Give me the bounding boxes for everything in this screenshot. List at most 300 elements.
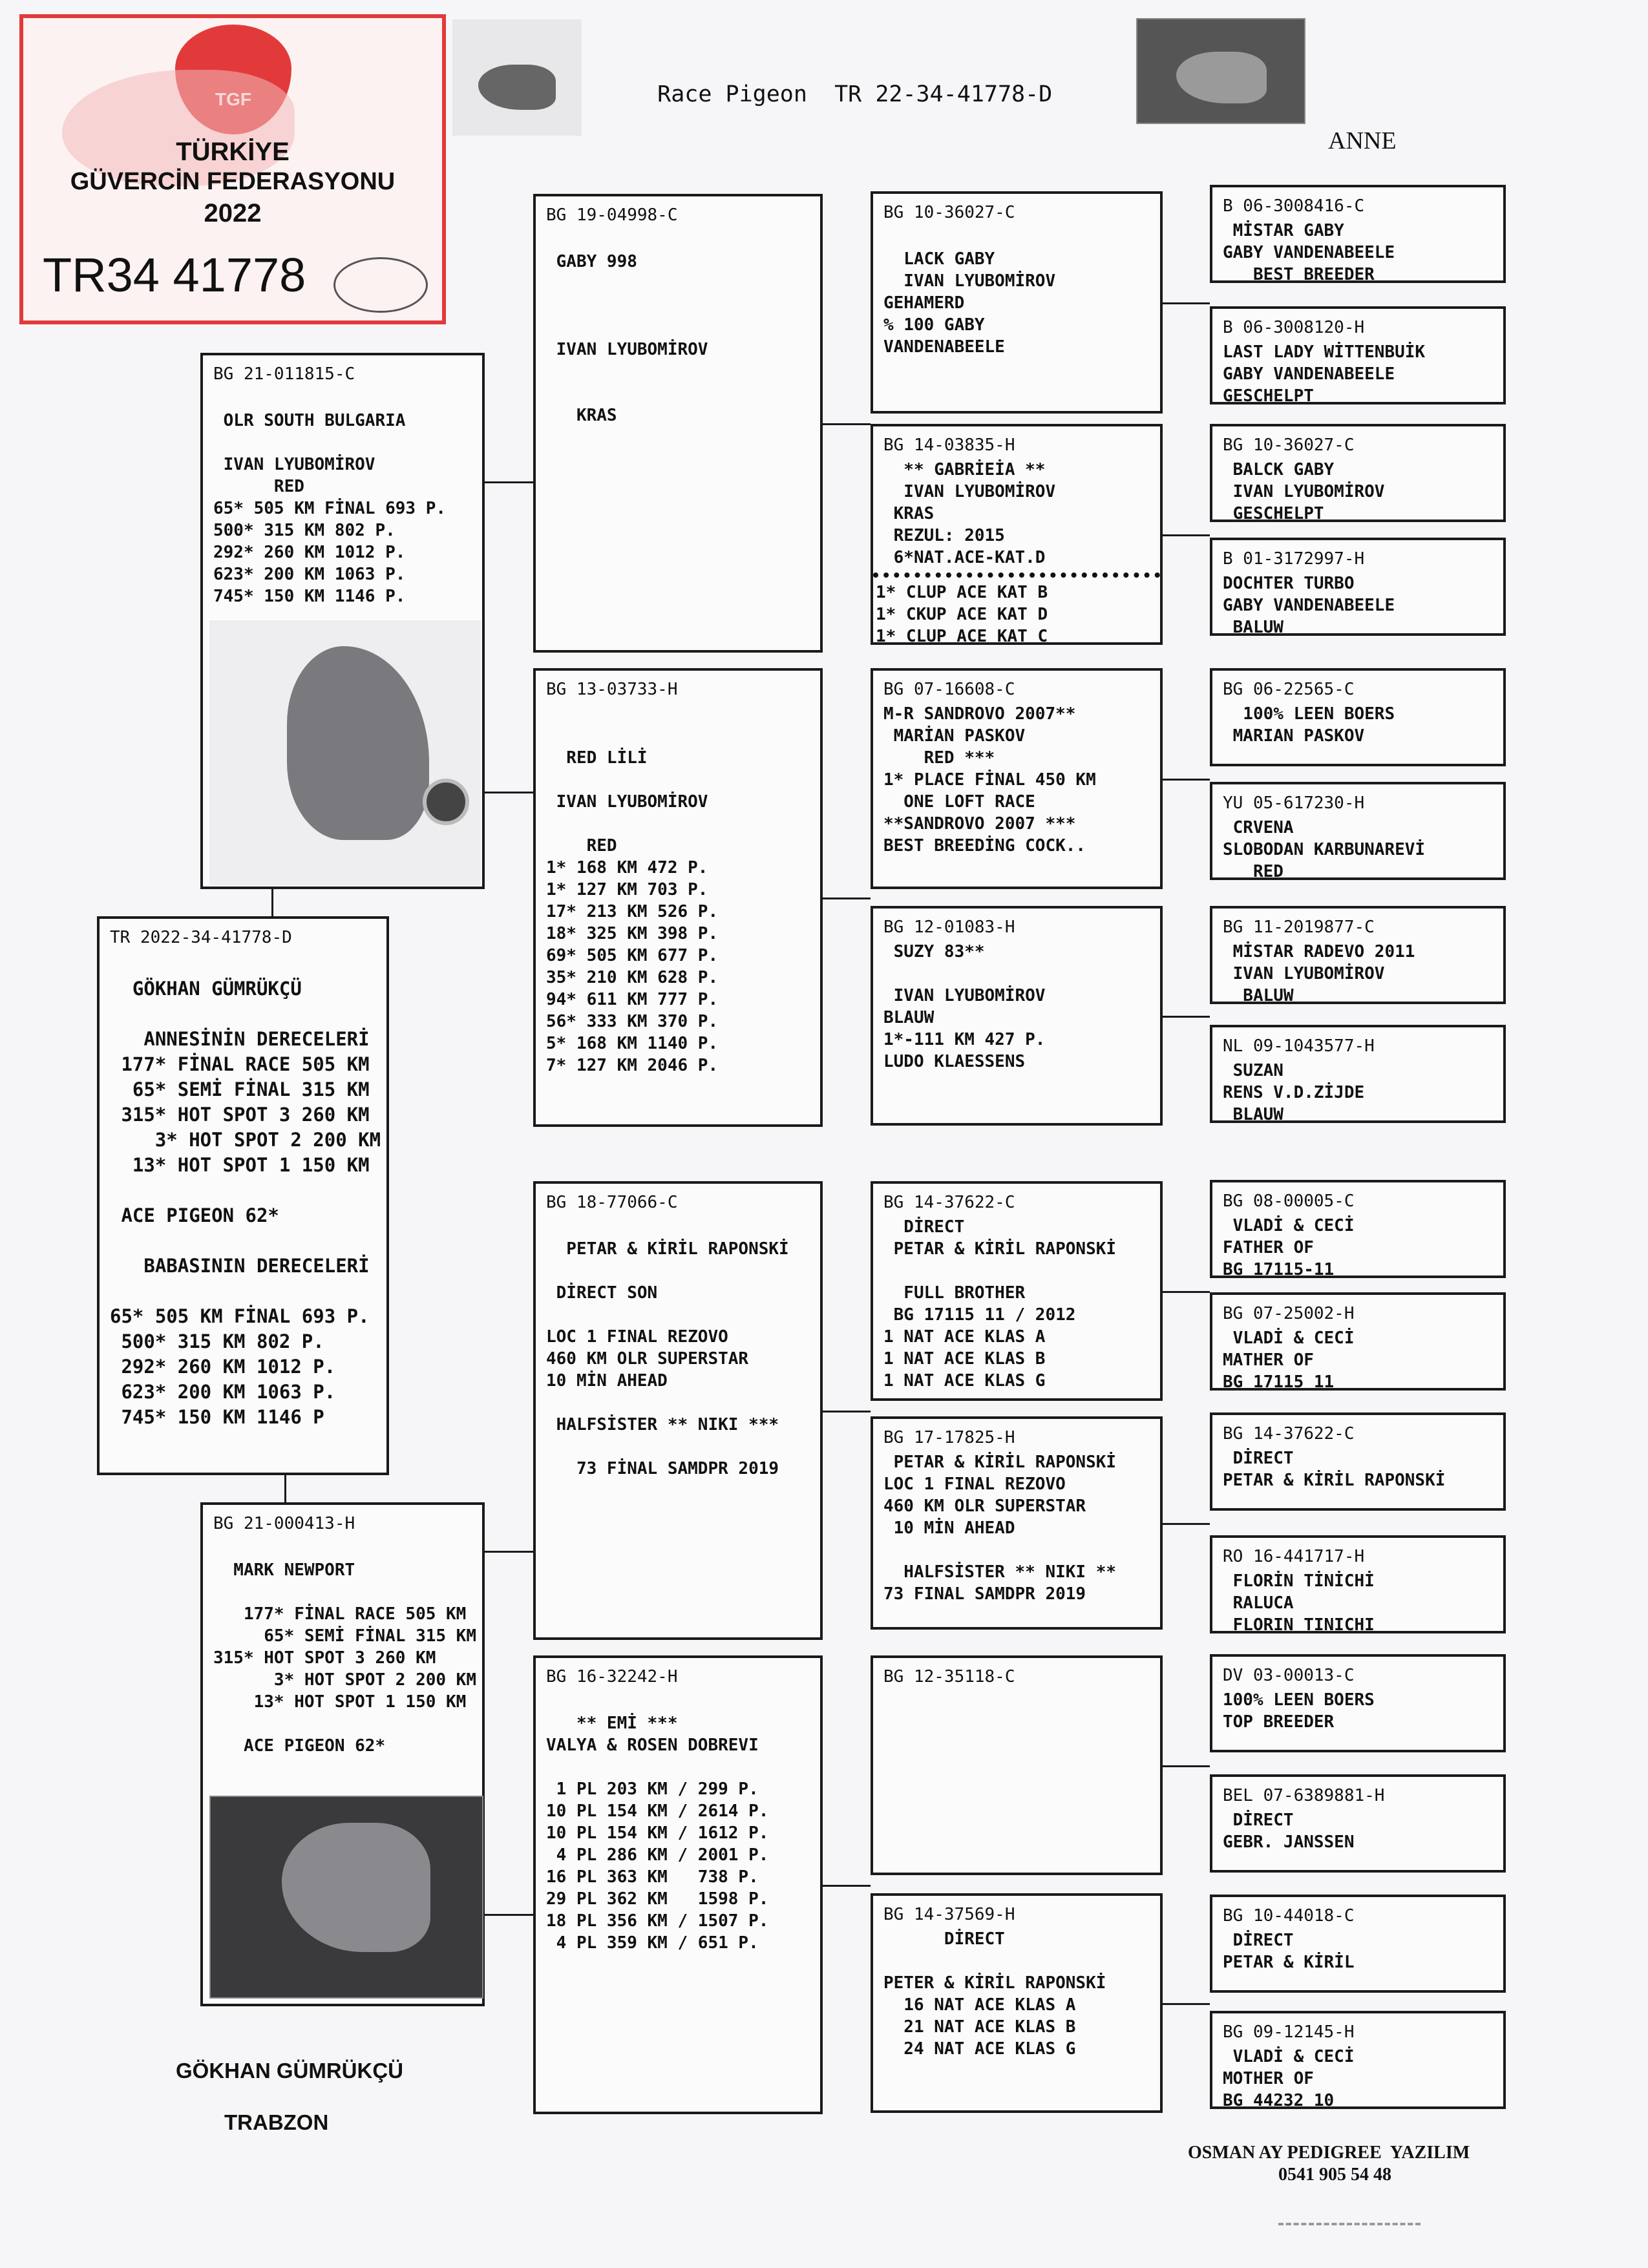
- box-lines: [1223, 459, 1493, 525]
- sire-box: [200, 353, 485, 889]
- box-id: B 01-3172997-H: [1223, 549, 1365, 569]
- box-line: LOC 1 FINAL REZOVO: [546, 1327, 728, 1347]
- box-line: BG 17115-11: [1223, 1260, 1335, 1279]
- box-line: 1* 168 KM 472 P.: [546, 858, 708, 877]
- connector-line: [271, 889, 273, 916]
- connector-line: [1163, 1291, 1210, 1293]
- olympic-rings-icon: [1278, 2190, 1421, 2225]
- gen2-box: [533, 668, 823, 1127]
- box-line: [110, 1279, 376, 1304]
- box-lines: [1223, 1689, 1493, 1733]
- box-line: BG 44232 10: [1223, 2091, 1335, 2110]
- box-id: BG 14-37569-H: [883, 1905, 1015, 1924]
- box-line: [546, 317, 810, 339]
- box-line: BEST BREEDER: [1223, 265, 1375, 284]
- box-line: 24 NAT ACE KLAS G: [883, 2039, 1076, 2059]
- box-line: DİRECT: [883, 1217, 965, 1237]
- box-line: **SANDROVO 2007 ***: [883, 814, 1076, 834]
- box-id: YU 05-617230-H: [1223, 793, 1365, 813]
- connector-line: [1163, 302, 1210, 304]
- box-id: B 06-3008416-C: [1223, 196, 1365, 216]
- connector-line: [485, 1914, 533, 1916]
- box-line: % 100 GABY: [883, 315, 985, 335]
- box-line: 21 NAT ACE KLAS B: [883, 2017, 1076, 2037]
- header-pigeon-photo-left: [452, 19, 582, 136]
- footer-phone: 0541 905 54 48: [1278, 2165, 1391, 2185]
- box-line: SUZY 83**: [883, 942, 985, 961]
- box-line: [110, 951, 376, 976]
- box-line: [546, 273, 810, 295]
- connector-line: [485, 792, 533, 793]
- box-id: BG 06-22565-C: [1223, 680, 1355, 699]
- pigeon-icon: [287, 646, 429, 840]
- box-extra-lines: [876, 582, 1150, 647]
- box-line: 1 NAT ACE KLAS B: [883, 1349, 1046, 1369]
- box-lines: [1223, 1215, 1493, 1281]
- box-line: FATHER OF: [1223, 1238, 1314, 1257]
- box-line: LOC 1 FINAL REZOVO: [883, 1475, 1066, 1494]
- box-line: [546, 769, 810, 791]
- box-line: 56* 333 KM 370 P.: [546, 1012, 719, 1031]
- box-id: BG 19-04998-C: [546, 205, 678, 225]
- box-lines: [213, 1537, 476, 1757]
- box-line: GEHAMERD: [883, 293, 965, 313]
- title-ring: TR 22-34-41778-D: [834, 81, 1053, 107]
- box-line: GABY 998: [546, 252, 637, 271]
- gen4-box: [1210, 2011, 1506, 2109]
- box-line: LAST LADY WİTTENBUİK: [1223, 342, 1426, 362]
- gen4-box: [1210, 306, 1506, 404]
- box-id: BG 10-36027-C: [1223, 436, 1355, 455]
- box-lines: [883, 1451, 1150, 1605]
- box-line: 10 MİN AHEAD: [883, 1518, 1015, 1538]
- box-line: CRVENA: [1223, 818, 1294, 837]
- connector-line: [1163, 1523, 1210, 1525]
- box-id: BG 21-011815-C: [213, 364, 355, 384]
- box-line: [546, 1436, 810, 1458]
- box-line: IVAN LYUBOMİROV: [546, 340, 708, 359]
- box-id: BG 13-03733-H: [546, 680, 678, 699]
- box-line: [110, 1002, 376, 1027]
- gen4-box: [1210, 1654, 1506, 1752]
- box-line: 13* HOT SPOT 1 150 KM: [213, 1692, 467, 1712]
- box-line: RED LİLİ: [546, 748, 648, 768]
- box-id: BG 09-12145-H: [1223, 2022, 1355, 2042]
- box-line: 292* 260 KM 1012 P.: [213, 543, 406, 562]
- header-pigeon-photo-right: [1136, 18, 1305, 124]
- box-line: VLADİ & CECİ: [1223, 2047, 1355, 2066]
- box-id: B 06-3008120-H: [1223, 318, 1365, 337]
- box-line: DİRECT SON: [546, 1283, 658, 1303]
- box-id: BEL 07-6389881-H: [1223, 1786, 1385, 1805]
- box-line: 13* HOT SPOT 1 150 KM: [110, 1154, 370, 1176]
- footer-software: OSMAN AY PEDIGREE YAZILIM: [1188, 2143, 1470, 2163]
- connector-line: [823, 898, 871, 899]
- box-line: 65* SEMİ FİNAL 315 KM: [213, 1626, 476, 1646]
- box-lines: [883, 703, 1150, 857]
- box-line: OLR SOUTH BULGARIA: [213, 411, 406, 430]
- box-line: MARIAN PASKOV: [1223, 726, 1365, 746]
- gen4-box: [1210, 1895, 1506, 1993]
- box-line: 1* CLUP ACE KAT B: [876, 583, 1048, 602]
- stamp-year: 2022: [204, 199, 262, 227]
- box-line: MARK NEWPORT: [213, 1560, 355, 1580]
- box-line: [546, 295, 810, 317]
- box-lines: [883, 941, 1150, 1073]
- box-id: BG 07-16608-C: [883, 680, 1015, 699]
- box-lines: [1223, 1570, 1493, 1636]
- box-line: BALCK GABY: [1223, 460, 1335, 479]
- box-line: BG 17115 11: [1223, 1372, 1335, 1392]
- box-line: RED: [213, 477, 304, 496]
- box-lines: [1223, 941, 1493, 1007]
- box-lines: [1223, 703, 1493, 747]
- box-line: DİRECT: [1223, 1449, 1294, 1468]
- box-line: 65* 505 KM FİNAL 693 P.: [213, 499, 447, 518]
- box-id: BG 12-01083-H: [883, 918, 1015, 937]
- box-lines: [1223, 1929, 1493, 1973]
- box-line: PETAR & KİRİL RAPONSKİ: [883, 1453, 1117, 1472]
- dam-box: [200, 1502, 485, 2006]
- box-line: VLADİ & CECİ: [1223, 1216, 1355, 1235]
- box-line: 1* 127 KM 703 P.: [546, 880, 708, 899]
- box-line: [546, 1260, 810, 1282]
- box-line: 745* 150 KM 1146 P.: [213, 587, 406, 606]
- box-line: VLADİ & CECİ: [1223, 1328, 1355, 1348]
- box-id: BG 12-35118-C: [883, 1667, 1015, 1686]
- connector-line: [485, 1551, 533, 1553]
- box-line: [546, 1690, 810, 1712]
- box-line: GABY VANDENABEELE: [1223, 596, 1395, 615]
- box-line: SLOBODAN KARBUNAREVİ: [1223, 840, 1426, 859]
- stamp-line1: TÜRKİYE: [176, 138, 290, 166]
- anne-label: ANNE: [1328, 127, 1397, 154]
- box-line: [883, 963, 1150, 985]
- box-line: 292* 260 KM 1012 P.: [110, 1356, 336, 1378]
- box-line: 17* 213 KM 526 P.: [546, 902, 719, 921]
- box-line: BALUW: [1223, 618, 1284, 637]
- box-line: 10 PL 154 KM / 1612 P.: [546, 1823, 769, 1843]
- connector-line: [1163, 2003, 1210, 2005]
- box-line: ACE PIGEON 62*: [110, 1204, 279, 1226]
- box-line: 1* PLACE FİNAL 450 KM: [883, 770, 1096, 790]
- box-line: 1 NAT ACE KLAS G: [883, 1371, 1046, 1391]
- box-id: BG 17-17825-H: [883, 1428, 1015, 1447]
- box-lines: [1223, 1327, 1493, 1393]
- connector-line: [284, 1475, 286, 1502]
- box-line: 623* 200 KM 1063 P.: [110, 1381, 336, 1403]
- box-line: 3* HOT SPOT 2 200 KM: [213, 1670, 476, 1690]
- box-line: [883, 226, 1150, 248]
- box-line: IVAN LYUBOMİROV: [883, 271, 1056, 291]
- box-lines: [1223, 220, 1493, 286]
- pigeon-icon: [1176, 52, 1267, 103]
- connector-line: [1163, 1765, 1210, 1767]
- box-line: BLAUW: [883, 1008, 935, 1027]
- box-line: GABY VANDENABEELE: [1223, 243, 1395, 262]
- box-line: [213, 388, 472, 410]
- title-text: Race Pigeon: [657, 81, 807, 107]
- box-line: VALYA & ROSEN DOBREVI: [546, 1736, 759, 1755]
- box-line: MARİAN PASKOV: [883, 726, 1026, 746]
- box-line: [110, 1178, 376, 1203]
- federation-stamp: [19, 14, 446, 324]
- box-id: BG 18-77066-C: [546, 1193, 678, 1212]
- box-line: [213, 1581, 472, 1603]
- box-id: BG 14-37622-C: [1223, 1424, 1355, 1444]
- box-line: [546, 1216, 810, 1238]
- box-lines: [1223, 341, 1493, 407]
- connector-line: [1163, 779, 1210, 781]
- box-lines: [546, 1690, 810, 1954]
- box-line: [546, 813, 810, 835]
- box-line: PETAR & KİRİL RAPONSKİ: [1223, 1471, 1446, 1490]
- connector-line: [1163, 534, 1210, 536]
- sire-photo: [209, 620, 481, 885]
- box-line: 460 KM OLR SUPERSTAR: [546, 1349, 749, 1369]
- box-line: 65* 505 KM FİNAL 693 P.: [110, 1305, 370, 1327]
- box-line: 3* HOT SPOT 2 200 KM: [110, 1129, 381, 1151]
- connector-line: [823, 1411, 871, 1412]
- box-line: 4 PL 359 KM / 651 P.: [546, 1933, 759, 1953]
- gen4-box: [1210, 1292, 1506, 1391]
- box-line: [546, 229, 810, 251]
- box-line: 177* FİNAL RACE 505 KM: [213, 1604, 467, 1624]
- gen4-box: [1210, 1180, 1506, 1278]
- box-line: 460 KM OLR SUPERSTAR: [883, 1496, 1086, 1516]
- box-lines: [546, 1216, 810, 1480]
- connector-line: [823, 1885, 871, 1887]
- box-line: IVAN LYUBOMİROV: [1223, 964, 1385, 983]
- gen4-box: [1210, 906, 1506, 1004]
- box-line: 10 MİN AHEAD: [546, 1371, 668, 1391]
- box-line: 1 PL 203 KM / 299 P.: [546, 1780, 759, 1799]
- gen2-box: [533, 1181, 823, 1640]
- box-line: ONE LOFT RACE: [883, 792, 1035, 812]
- stamp-line2: GÜVERCİN FEDERASYONU: [70, 168, 396, 195]
- pigeon-icon: [282, 1823, 430, 1952]
- box-line: [546, 703, 810, 725]
- box-line: FLORIN TINICHI: [1223, 1615, 1375, 1635]
- gen2-box: [533, 194, 823, 653]
- gen4-box: [1210, 1535, 1506, 1633]
- dam-photo: [209, 1796, 483, 1999]
- gen4-box: [1210, 1774, 1506, 1873]
- main-pigeon-box: [97, 916, 389, 1475]
- box-line: 94* 611 KM 777 P.: [546, 990, 719, 1009]
- connector-line: [823, 423, 871, 425]
- page-title: [630, 56, 1052, 107]
- box-line: IVAN LYUBOMİROV: [213, 455, 375, 474]
- box-line: 100% LEEN BOERS: [1223, 704, 1395, 724]
- box-line: GESCHELPT: [1223, 504, 1324, 523]
- box-lines: [1223, 572, 1493, 638]
- box-line: [883, 1539, 1150, 1561]
- box-line: BLAUW: [1223, 1105, 1284, 1124]
- box-line: [546, 361, 810, 383]
- box-lines: [110, 951, 381, 1430]
- dotted-divider: [873, 572, 1160, 578]
- gen3-box: [871, 424, 1163, 645]
- box-line: SUZAN: [1223, 1061, 1284, 1080]
- box-line: LACK GABY: [883, 249, 995, 269]
- box-lines: [546, 229, 810, 426]
- box-id: BG 07-25002-H: [1223, 1304, 1355, 1323]
- box-line: 16 NAT ACE KLAS A: [883, 1995, 1076, 2015]
- box-line: KRAS: [883, 504, 935, 523]
- box-lines: [546, 703, 810, 1076]
- box-line: RED ***: [883, 748, 995, 768]
- footer-owner: GÖKHAN GÜMRÜKÇÜ: [176, 2059, 403, 2083]
- gen4-box: [1210, 424, 1506, 522]
- gen3-box: [871, 1655, 1163, 1875]
- box-line: ** GABRİEİA **: [883, 460, 1046, 479]
- box-line: BG 17115 11 / 2012: [883, 1305, 1076, 1325]
- box-line: DİRECT: [883, 1929, 1005, 1949]
- box-line: 16 PL 363 KM 738 P.: [546, 1867, 759, 1887]
- box-line: 177* FİNAL RACE 505 KM: [110, 1053, 370, 1075]
- box-line: ** EMİ ***: [546, 1714, 678, 1733]
- box-id: NL 09-1043577-H: [1223, 1036, 1375, 1056]
- box-line: 65* SEMİ FİNAL 315 KM: [110, 1078, 370, 1100]
- box-line: FULL BROTHER: [883, 1283, 1026, 1303]
- box-id: BG 16-32242-H: [546, 1667, 678, 1686]
- box-line: HALFSİSTER ** NIKI **: [883, 1562, 1117, 1582]
- box-line: 623* 200 KM 1063 P.: [213, 565, 406, 584]
- gen3-box: [871, 1893, 1163, 2113]
- box-lines: [883, 1928, 1150, 2060]
- footer-city: TRABZON: [224, 2110, 329, 2134]
- box-line: 69* 505 KM 677 P.: [546, 946, 719, 965]
- box-line: [883, 1260, 1150, 1282]
- box-id: BG 10-44018-C: [1223, 1906, 1355, 1926]
- box-line: 100% LEEN BOERS: [1223, 1690, 1375, 1710]
- box-line: IVAN LYUBOMİROV: [546, 792, 708, 812]
- box-line: MATHER OF: [1223, 1350, 1314, 1370]
- box-line: PETAR & KİRİL RAPONSKİ: [883, 1239, 1117, 1259]
- gen3-box: [871, 1416, 1163, 1630]
- box-id: DV 03-00013-C: [1223, 1666, 1355, 1685]
- box-line: 4 PL 286 KM / 2001 P.: [546, 1845, 769, 1865]
- box-line: DOCHTER TURBO: [1223, 574, 1355, 593]
- box-line: IVAN LYUBOMİROV: [1223, 482, 1385, 501]
- box-line: GESCHELPT: [1223, 386, 1314, 406]
- box-line: DİRECT: [1223, 1931, 1294, 1950]
- box-line: BABASININ DERECELERİ: [110, 1255, 370, 1277]
- box-id: BG 08-00005-C: [1223, 1192, 1355, 1211]
- box-id: BG 10-36027-C: [883, 203, 1015, 222]
- box-line: 315* HOT SPOT 3 260 KM: [213, 1648, 436, 1668]
- box-line: 7* 127 KM 2046 P.: [546, 1056, 719, 1075]
- box-id: RO 16-441717-H: [1223, 1547, 1365, 1566]
- box-line: 315* HOT SPOT 3 260 KM: [110, 1104, 370, 1126]
- box-lines: [1223, 817, 1493, 883]
- box-line: [213, 1713, 472, 1735]
- box-line: 1* CKUP ACE KAT D: [876, 605, 1048, 624]
- box-line: MİSTAR RADEVO 2011: [1223, 942, 1415, 961]
- box-line: 745* 150 KM 1146 P: [110, 1406, 324, 1428]
- box-line: RED: [546, 836, 617, 856]
- gen3-box: [871, 668, 1163, 889]
- box-line: 18* 325 KM 398 P.: [546, 924, 719, 943]
- box-lines: [883, 226, 1150, 358]
- box-line: IVAN LYUBOMİROV: [883, 482, 1056, 501]
- box-id: BG 14-03835-H: [883, 436, 1015, 455]
- pigeon-icon: [478, 65, 556, 110]
- box-line: 500* 315 KM 802 P.: [110, 1330, 324, 1352]
- gen4-box: [1210, 668, 1506, 766]
- connector-line: [1163, 1016, 1210, 1018]
- box-line: GÖKHAN GÜMRÜKÇÜ: [110, 978, 302, 1000]
- box-line: 73 FINAL SAMDPR 2019: [883, 1584, 1086, 1604]
- box-line: [213, 432, 472, 454]
- box-line: 73 FİNAL SAMDPR 2019: [546, 1459, 779, 1478]
- gen3-box: [871, 1181, 1163, 1401]
- box-line: HALFSİSTER ** NIKI ***: [546, 1415, 779, 1434]
- box-lines: [1223, 1447, 1493, 1491]
- box-lines: [1223, 1060, 1493, 1126]
- box-line: RENS V.D.ZİJDE: [1223, 1083, 1365, 1102]
- gen4-box: [1210, 1412, 1506, 1511]
- box-line: MOTHER OF: [1223, 2069, 1314, 2088]
- box-line: 1* CLUP ACE KAT C: [876, 627, 1048, 646]
- box-line: REZUL: 2015: [883, 526, 1005, 545]
- box-line: 18 PL 356 KM / 1507 P.: [546, 1911, 769, 1931]
- box-line: [546, 1392, 810, 1414]
- box-line: IVAN LYUBOMİROV: [883, 986, 1046, 1005]
- box-lines: [1223, 1809, 1493, 1853]
- gen4-box: [1210, 538, 1506, 636]
- box-line: PETAR & KİRİL: [1223, 1953, 1355, 1972]
- box-line: 1*-111 KM 427 P.: [883, 1030, 1046, 1049]
- box-line: PETER & KİRİL RAPONSKİ: [883, 1973, 1106, 1993]
- box-line: BALUW: [1223, 986, 1294, 1005]
- box-line: KRAS: [546, 406, 617, 425]
- box-id: BG 21-000413-H: [213, 1514, 355, 1533]
- box-line: [546, 1304, 810, 1326]
- box-line: [546, 383, 810, 404]
- box-line: 5* 168 KM 1140 P.: [546, 1034, 719, 1053]
- box-line: 6*NAT.ACE-KAT.D: [883, 548, 1046, 567]
- box-line: VANDENABEELE: [883, 337, 1005, 357]
- box-line: GEBR. JANSSEN: [1223, 1832, 1355, 1852]
- box-line: 10 PL 154 KM / 2614 P.: [546, 1801, 769, 1821]
- box-line: [213, 1537, 472, 1559]
- box-line: [546, 725, 810, 747]
- box-line: FLORİN TİNİCHİ: [1223, 1571, 1375, 1591]
- box-id: BG 14-37622-C: [883, 1193, 1015, 1212]
- eye-icon: [423, 779, 469, 825]
- box-line: LUDO KLAESSENS: [883, 1052, 1026, 1071]
- gen4-box: [1210, 185, 1506, 283]
- box-line: [883, 1950, 1150, 1972]
- box-id: TR 2022-34-41778-D: [110, 928, 292, 947]
- stamp-ring: TR34 41778: [43, 248, 306, 302]
- gen4-box: [1210, 782, 1506, 880]
- gen3-box: [871, 191, 1163, 414]
- box-line: ACE PIGEON 62*: [213, 1736, 386, 1756]
- box-line: GABY VANDENABEELE: [1223, 364, 1395, 384]
- box-line: RED: [1223, 862, 1284, 881]
- box-line: 35* 210 KM 628 P.: [546, 968, 719, 987]
- globe-icon: [333, 257, 428, 313]
- box-line: TOP BREEDER: [1223, 1712, 1335, 1732]
- box-line: 500* 315 KM 802 P.: [213, 521, 396, 540]
- box-line: MİSTAR GABY: [1223, 221, 1344, 240]
- box-line: DİRECT: [1223, 1811, 1294, 1830]
- box-lines: [1223, 2046, 1493, 2112]
- gen4-box: [1210, 1025, 1506, 1123]
